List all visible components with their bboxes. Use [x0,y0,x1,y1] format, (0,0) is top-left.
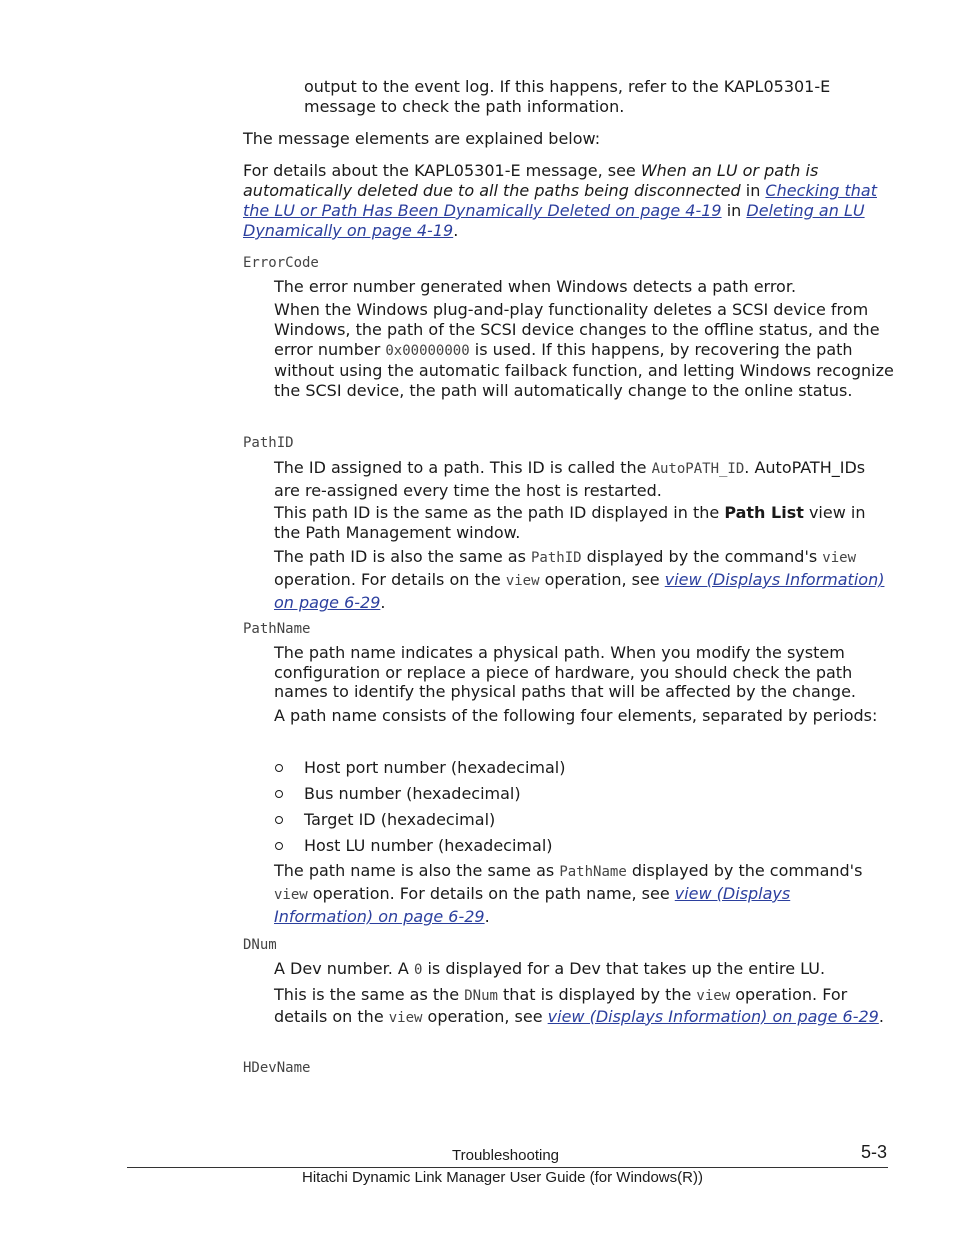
dnum-p2-code-1: DNum [464,988,498,1004]
pathid-p1-text-b: . AutoPATH_IDs are re-assigned every time the host is restarted. [274,458,866,500]
pathid-p2 [274,503,894,543]
details-prefix: For details about the KAPL05301-E message, see [243,161,641,180]
dnum-p1-text-a: A Dev number. A [274,959,414,978]
pathid-p1-text-a: The ID assigned to a path. This ID is called the [274,458,652,477]
pathid-p3-text-d: operation, see [539,570,665,589]
errorcode-p2-text-b: is used. If this happens, by recovering the path without using the automatic failback function, and letting Windows recognize the SCSI device, the path will automatically change to the online status. [274,340,894,400]
pathname-p3 [274,860,894,927]
pathname-p3-text-b: displayed by the command's [626,861,863,880]
bullet-icon [275,816,283,824]
list-item-text: Host LU number (hexadecimal) [304,836,553,855]
term-pathname: PathName [243,621,311,637]
pathid-p3-code-1: PathID [530,550,582,566]
details-italic: When an LU or path is automatically deleted due to all the paths being disconnected [243,161,819,200]
pathid-p3-text-c: operation. For details on the [274,570,506,589]
pathname-p3-text-a: The path name is also the same as [274,861,560,880]
dnum-p1-text-b: is displayed for a Dev that takes up the entire LU. [422,959,826,978]
pathname-description [274,643,894,726]
dnum-description [274,959,894,1028]
pathid-p3-code-2: view [822,550,856,566]
footer-divider [127,1167,888,1168]
errorcode-p2 [274,300,894,401]
pathname-p3-code-2: view [274,887,308,903]
term-dnum: DNum [243,937,277,953]
details-end: . [453,221,459,240]
dnum-p2-end: . [878,1006,884,1026]
errorcode-p2-code: 0x00000000 [385,343,470,359]
dnum-p2 [274,985,894,1028]
list-item [275,836,553,856]
dnum-p2-text-b: that is displayed by the [497,985,697,1004]
footer-book-title: Hitachi Dynamic Link Manager User Guide (for Windows(R)) [302,1169,703,1186]
list-item [275,784,521,804]
pathid-p3-code-3: view [505,573,540,589]
dnum-p2-code-2: view [696,988,731,1004]
intro-line-2: message to check the path information. [304,97,625,116]
link-checking-lu-deleted[interactable]: Checking that the LU or Path Has Been Dynamically Deleted on page 4-19 [243,181,877,220]
list-item-text: Host port number (hexadecimal) [304,758,566,777]
pathid-p1 [274,457,894,501]
bullet-icon [275,764,283,772]
pathid-p2-bold: Path List [724,503,804,522]
errorcode-p2-text-a: When the Windows plug-and-play functionality deletes a SCSI device from Windows, the path of the SCSI device changes to the offline status, and the error number [274,300,880,359]
pathid-p1-code: AutoPATH_ID [651,461,745,477]
page-number: 5-3 [861,1142,888,1162]
list-item [275,810,495,830]
dnum-p1-code: 0 [413,962,423,978]
dnum-p2-text-d: operation, see [422,1006,548,1026]
pathid-p3-end: . [380,593,386,612]
bullet-icon [275,790,283,798]
pathid-p3 [274,546,894,613]
dnum-p1 [274,959,894,980]
errorcode-description [274,277,894,401]
term-pathid: PathID [243,435,294,451]
intro-line-1: output to the event log. If this happens, refer to the KAPL05301-E [304,77,831,96]
pathname-p3-block [274,860,894,927]
pathname-p3-code-1: PathName [559,864,627,880]
dnum-p2-text-a: This is the same as the [274,985,465,1004]
link-view-displays-information-2[interactable]: view (Displays Information) on page 6-29 [274,884,791,926]
list-item-text: Bus number (hexadecimal) [304,784,521,803]
footer-section-title: Troubleshooting [452,1147,560,1164]
details-in-1: in [740,181,766,200]
link-deleting-lu-dynamically[interactable]: Deleting an LU Dynamically on page 4-19 [243,201,865,240]
pathid-p3-text-a: The path ID is also the same as [274,547,531,566]
dnum-p2-text-c: operation. For details on the [274,985,848,1026]
dnum-p2-code-3: view [388,1009,423,1026]
term-hdevname: HDevName [243,1060,311,1076]
list-item [275,758,565,778]
pathname-p2: A path name consists of the following four elements, separated by periods: [274,705,878,725]
pathid-p3-text-b: displayed by the command's [581,547,823,566]
pathid-p2-text-b: view in the Path Management window. [274,503,866,542]
pathname-p3-text-c: operation. For details on the path name, see [307,884,675,903]
elements-intro: The message elements are explained below: [243,129,601,148]
pathname-p1: The path name indicates a physical path. When you modify the system configuration or replace a piece of hardware, you should check the path names to identify the physical paths that will be affected by the change. [274,643,856,701]
link-view-displays-information-1[interactable]: view (Displays Information) on page 6-29 [274,570,885,612]
pathid-description [274,457,894,613]
details-paragraph [243,161,883,241]
details-in-2: in [721,201,747,220]
list-item-text: Target ID (hexadecimal) [304,810,496,829]
intro-paragraph [304,77,904,117]
term-errorcode: ErrorCode [243,255,319,271]
pathid-p2-text-a: This path ID is the same as the path ID displayed in the [274,503,725,522]
link-view-displays-information-3[interactable]: view (Displays Information) on page 6-29 [547,1006,879,1026]
bullet-icon [275,842,283,850]
pathname-p3-end: . [484,907,490,926]
errorcode-p1: The error number generated when Windows detects a path error. [274,277,797,296]
